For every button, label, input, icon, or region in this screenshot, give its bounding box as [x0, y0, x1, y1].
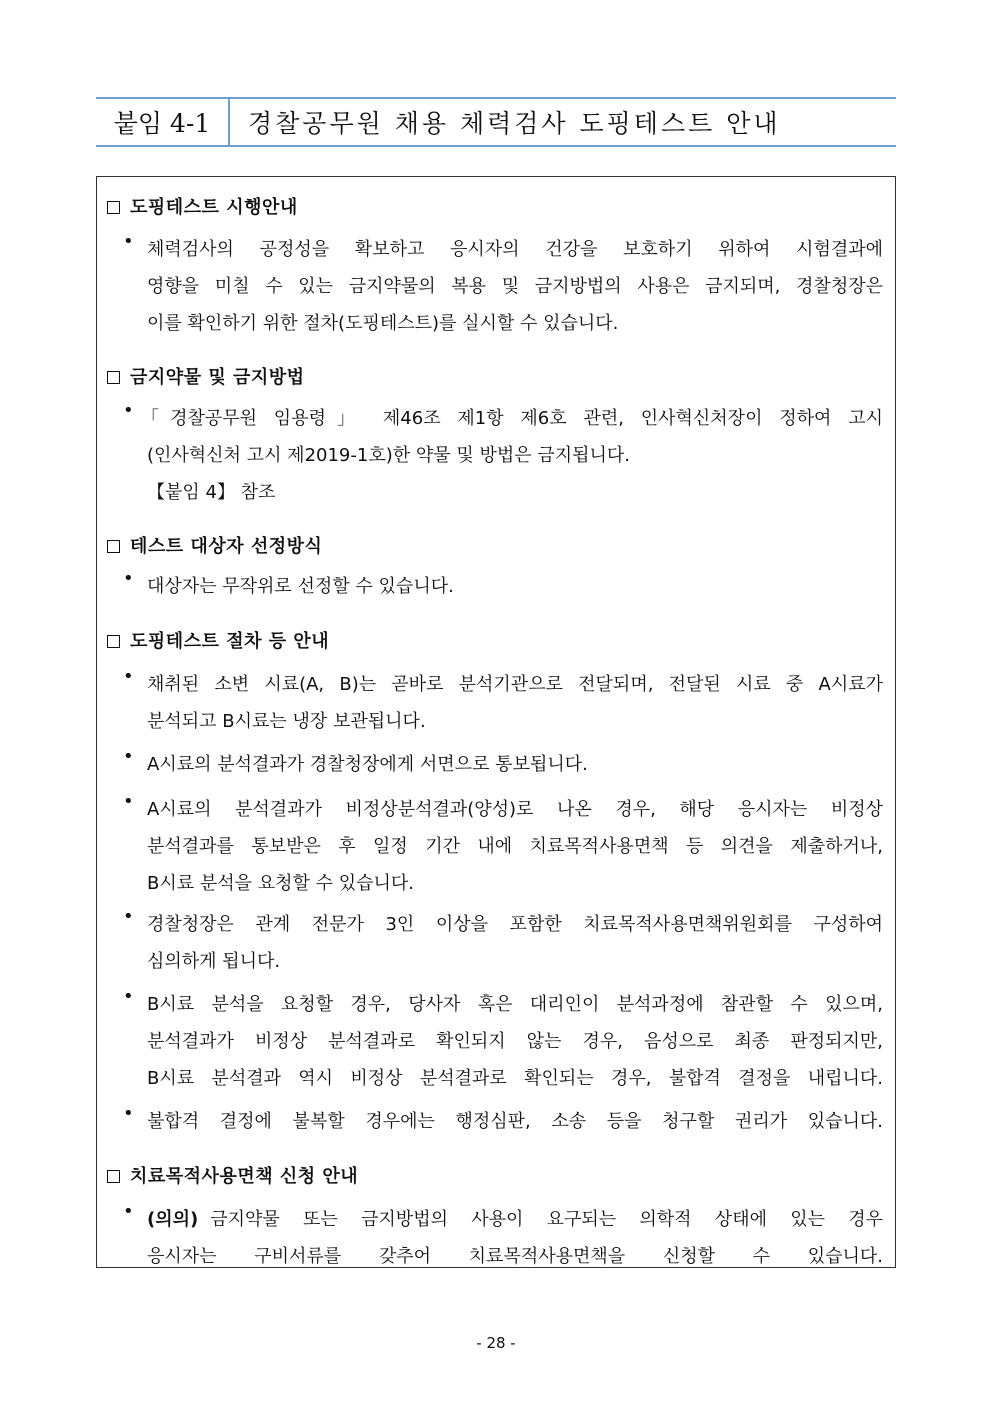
bullet-icon: •: [123, 1201, 134, 1222]
checkbox-square-icon: [107, 635, 120, 648]
paragraph: • 경찰청장은 관계 전문가 3인 이상을 포함한 치료목적사용면책위원회를 구성하여 심의하게 됩니다.: [123, 906, 883, 972]
attachment-header: [96, 97, 896, 147]
section-title-prohibited: 금지약물 및 금지방법: [107, 363, 305, 389]
paragraph: • B시료 분석을 요청할 경우, 당사자 혹은 대리인이 분석과정에 참관할 수 있으며, 분석결과가 비정상 분석결과로 확인되지 않는 경우, 음성으로 최종 판정되지만, B시료 분석결과 역시 비정상 분석결과로 확인되는 경우, 불합격 결정을 내립니다.: [123, 986, 883, 1089]
bullet-icon: •: [123, 986, 134, 1007]
paragraph: • 「경찰공무원 임용령」 제46조 제1항 제6호 관련, 인사혁신처장이 정하여 고시 (인사혁신처 고시 제2019-1호)한 약물 및 방법은 금지됩니다. 【붙임 4】 참조: [123, 400, 883, 503]
attachment-tag: 붙임 4-1: [96, 99, 230, 145]
bullet-icon: •: [123, 1103, 134, 1124]
paragraph: • 대상자는 무작위로 선정할 수 있습니다.: [123, 568, 454, 597]
section-title-doping-guide: 도핑테스트 시행안내: [107, 193, 298, 219]
content-box: [96, 176, 896, 1268]
bullet-icon: •: [123, 791, 134, 812]
paragraph: • 채취된 소변 시료(A, B)는 곧바로 분석기관으로 전달되며, 전달된 시료 중 A시료가 분석되고 B시료는 냉장 보관됩니다.: [123, 666, 883, 732]
paragraph: • 불합격 결정에 불복할 경우에는 행정심판, 소송 등을 청구할 권리가 있습니다.: [123, 1103, 883, 1132]
paragraph: • (의의) 금지약물 또는 금지방법의 사용이 요구되는 의학적 상태에 있는 경우 응시자는 구비서류를 갖추어 치료목적사용면책을 신청할 수 있습니다.: [123, 1201, 883, 1267]
bullet-icon: •: [123, 568, 134, 589]
bullet-icon: •: [123, 231, 134, 252]
bullet-icon: •: [123, 400, 134, 421]
checkbox-square-icon: [107, 540, 120, 553]
section-title-selection: 테스트 대상자 선정방식: [107, 532, 322, 558]
label-meaning: (의의): [147, 1209, 199, 1230]
section-title-tue: 치료목적사용면책 신청 안내: [107, 1162, 358, 1188]
paragraph: • 체력검사의 공정성을 확보하고 응시자의 건강을 보호하기 위하여 시험결과에 영향을 미칠 수 있는 금지약물의 복용 및 금지방법의 사용은 금지되며, 경찰청장은 이를 확인하기 위한 절차(도핑테스트)를 실시할 수 있습니다.: [123, 231, 883, 334]
page-number: - 28 -: [476, 1334, 516, 1352]
paragraph: • A시료의 분석결과가 경찰청장에게 서면으로 통보됩니다.: [123, 746, 588, 775]
bullet-icon: •: [123, 666, 134, 687]
bullet-icon: •: [123, 906, 134, 927]
checkbox-square-icon: [107, 371, 120, 384]
checkbox-square-icon: [107, 1170, 120, 1183]
bullet-icon: •: [123, 746, 134, 767]
attachment-title: 경찰공무원 채용 체력검사 도핑테스트 안내: [248, 109, 781, 138]
section-title-procedure: 도핑테스트 절차 등 안내: [107, 627, 329, 653]
tue-line: (의의) 금지약물 또는 금지방법의 사용이 요구되는 의학적 상태에 있는 경우: [147, 1201, 883, 1238]
paragraph: • A시료의 분석결과가 비정상분석결과(양성)로 나온 경우, 해당 응시자는 비정상 분석결과를 통보받은 후 일정 기간 내에 치료목적사용면책 등 의견을 제출하거나, B시료 분석을 요청할 수 있습니다.: [123, 791, 883, 894]
checkbox-square-icon: [107, 201, 120, 214]
